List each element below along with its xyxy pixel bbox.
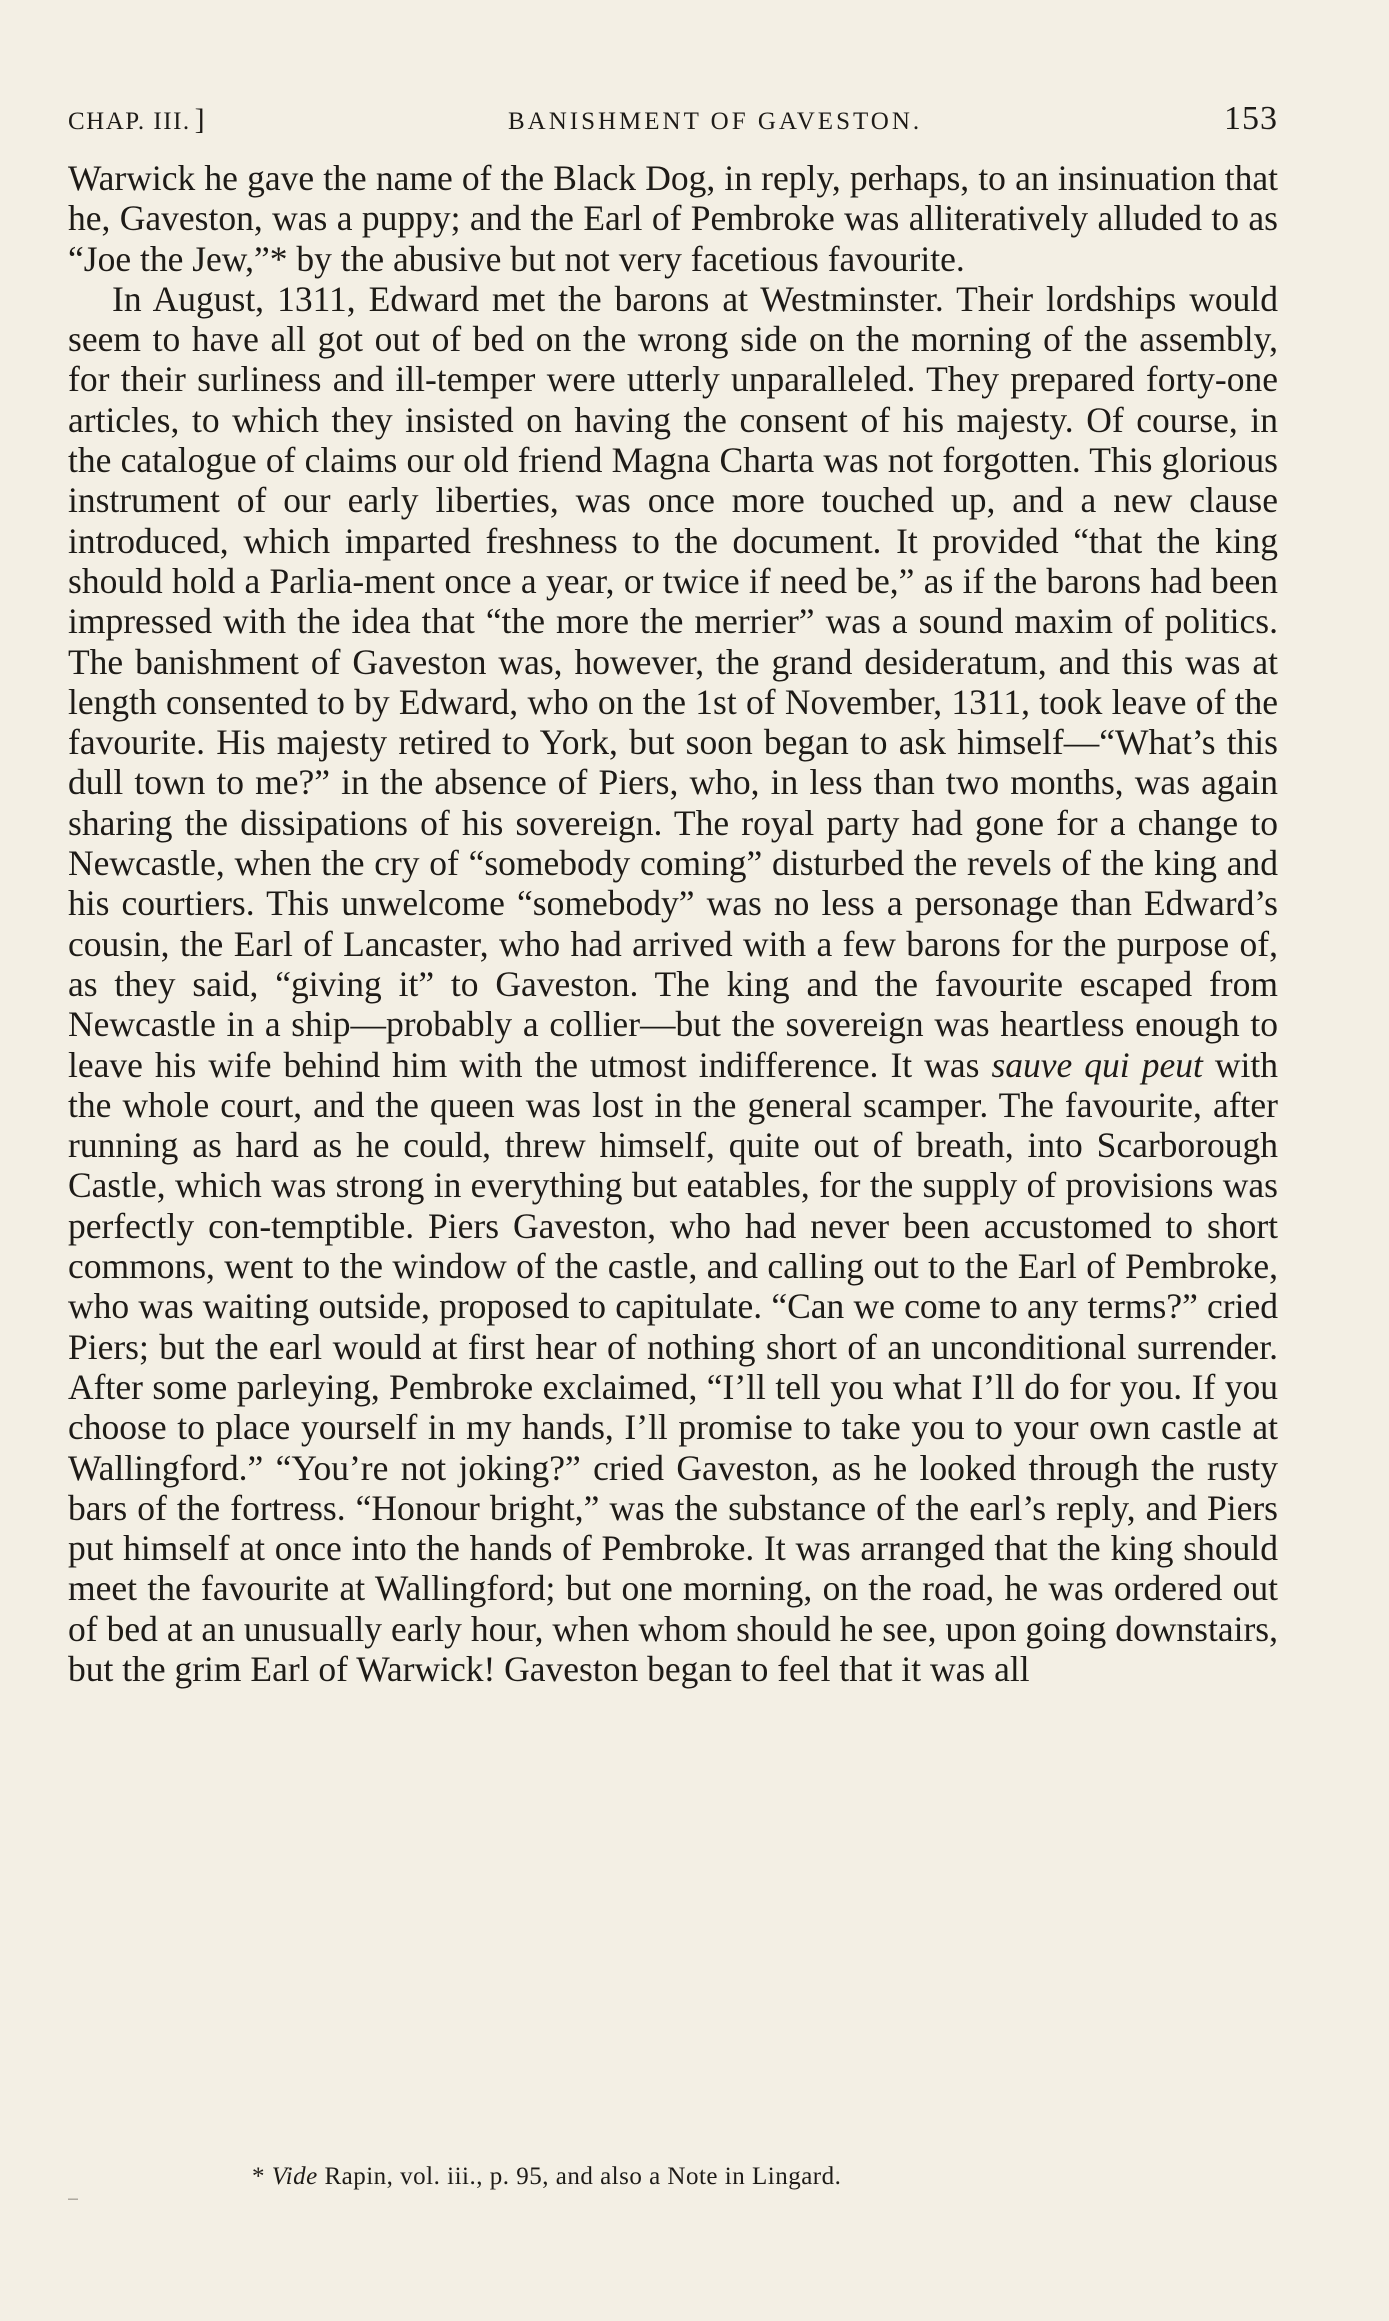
text-run: In August, 1311, Edward met the barons at Westminster. Their lordships would seem to have all got out of bed on the wrong side on the morning of the assembly, for their surliness and ill-temper were utterly unparalleled. They prepared forty-one articles, to which they insisted on having the consent of his majesty. Of course, in the catalogue of claims our old friend Magna Charta was not forgotten. This glorious instrument of our early liberties, was once more touched up, and a new clause introduced, which imparted freshness to the document. It provided “that the king should hold a Parlia-ment once a year, or twice if need be,” as if the barons had been impressed with the idea that “the more the merrier” was a sound maxim of politics. The banishment of Gaveston was, however, the grand desideratum, and this was at length consented to by Edward, who on the 1st of November, 1311, took leave of the favourite. His majesty retired to York, but soon began to ask himself—“What’s this dull town to me?” in the absence of Piers, who, in less than two months, was again sharing the dissipations of his sovereign. The royal party had gone for a change to Newcastle, when the cry of “somebody coming” disturbed the revels of the king and his courtiers. This unwelcome “somebody” was no less a personage than Edward’s cousin, the Earl of Lancaster, who had arrived with a few barons for the purpose of, as they said, “giving it” to Gaveston. The king and the favourite escaped from Newcastle in a ship—probably a collier—but the sovereign was heartless enough to leave his wife behind him with the utmost indifference. It was	[68, 278, 1278, 1085]
paragraph	[68, 279, 1278, 1689]
footnote-vide: Vide	[271, 2163, 318, 2190]
page-number: 153	[1223, 100, 1278, 137]
running-title: BANISHMENT OF GAVESTON.	[507, 108, 923, 135]
body-text	[68, 158, 1278, 1689]
italic-phrase: sauve qui peut	[991, 1044, 1203, 1085]
chapter-label: CHAP. III. ]	[68, 103, 207, 136]
footnote-marker: *	[252, 2163, 265, 2190]
text-run: Warwick he gave the name of the Black Dog, in reply, perhaps, to an insinuation that he, Gaveston, was a puppy; and the Earl of Pembroke was alliteratively alluded to as “Joe the Jew,”* by the abusive but not very facetious favourite.	[68, 158, 1278, 279]
book-page	[68, 100, 1278, 1689]
footnote	[252, 2162, 841, 2192]
running-header	[68, 100, 1278, 138]
text-run: with the whole court, and the queen was lost in the general scamper. The favourite, after running as hard as he could, threw himself, quite out of breath, into Scarborough Castle, which was strong in everything but eatables, for the supply of provisions was perfectly con-temptible. Piers Gaveston, who had never been accustomed to short commons, went to the window of the castle, and calling out to the Earl of Pembroke, who was waiting outside, proposed to capitulate. “Can we come to any terms?” cried Piers; but the earl would at first hear of nothing short of an unconditional surrender. After some parleying, Pembroke exclaimed, “I’ll tell you what I’ll do for you. If you choose to place yourself in my hands, I’ll promise to take you to your own castle at Wallingford.” “You’re not joking?” cried Gaveston, as he looked through the rusty bars of the fortress. “Honour bright,” was the substance of the earl’s reply, and Piers put himself at once into the hands of Pembroke. It was arranged that the king should meet the favourite at Wallingford; but one morning, on the road, he was ordered out of bed at an unusually early hour, when whom should he see, upon going downstairs, but the grim Earl of Warwick! Gaveston began to feel that it was all	[68, 1044, 1278, 1689]
margin-mark: _	[68, 2176, 78, 2200]
footnote-text: Rapin, vol. iii., p. 95, and also a Note in Lingard.	[317, 2163, 842, 2190]
paragraph	[68, 158, 1278, 279]
